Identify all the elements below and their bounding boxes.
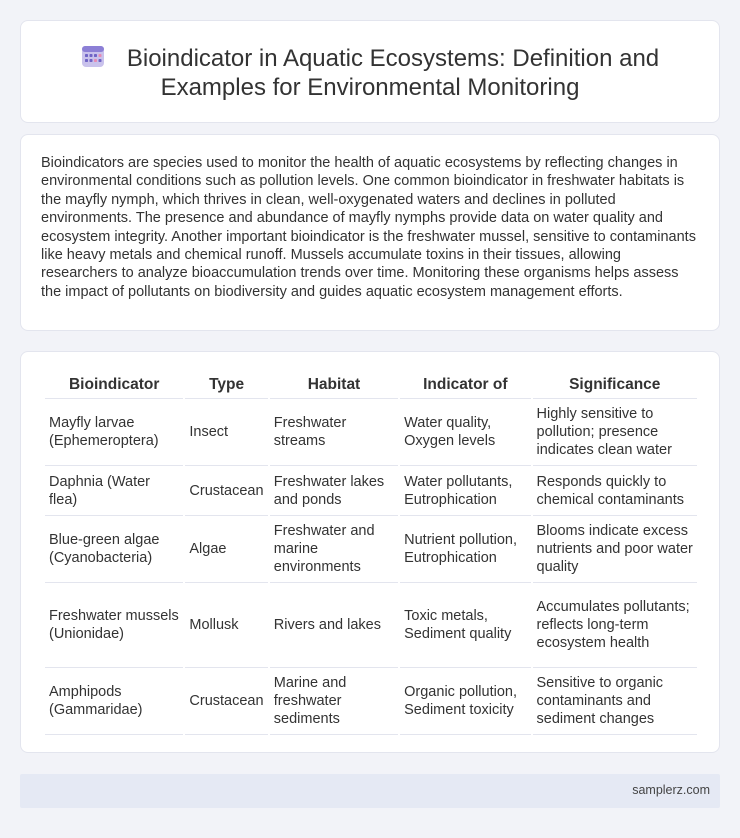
bioindicator-table (43, 372, 699, 735)
intro-card (20, 134, 720, 331)
table-cell: Mayfly larvae (Ephemeroptera) (45, 399, 183, 466)
footer (20, 774, 720, 808)
table-cell: Organic pollution, Sediment toxicity (400, 668, 530, 735)
table-cell: Insect (185, 399, 267, 466)
table-card (20, 351, 720, 753)
table-cell: Freshwater and marine environments (270, 516, 398, 583)
table-cell: Sensitive to organic contaminants and sediment changes (533, 668, 698, 735)
table-cell: Highly sensitive to pollution; presence indicates clean water (533, 399, 698, 466)
table-cell: Freshwater streams (270, 399, 398, 466)
table-cell: Mollusk (185, 583, 267, 668)
table-cell: Freshwater lakes and ponds (270, 466, 398, 516)
intro-paragraph: Bioindicators are species used to monitor the health of aquatic ecosystems by reflecting changes in environmental conditions such as pollution levels. One common bioindicator in freshwater habitats is the mayfly nymph, which thrives in clean, well-oxygenated waters and declines in polluted environments. The presence and abundance of mayfly nymphs provide data on water quality and ecosystem integrity. Another important bioindicator is the freshwater mussel, sensitive to contaminants like heavy metals and chemical runoff. Mussels accumulate toxins in their tissues, allowing researchers to analyze bioaccumulation trends over time. Monitoring these organisms helps assess the impact of pollutants on biodiversity and guides aquatic ecosystem management efforts. (41, 155, 696, 300)
table-cell: Amphipods (Gammaridae) (45, 668, 183, 735)
column-header: Type (185, 372, 267, 399)
table-cell: Blooms indicate excess nutrients and poor water quality (533, 516, 698, 583)
column-header: Indicator of (400, 372, 530, 399)
table-cell: Crustacean (185, 466, 267, 516)
table-cell: Water pollutants, Eutrophication (400, 466, 530, 516)
table-row (45, 466, 697, 516)
table-cell: Nutrient pollution, Eutrophication (400, 516, 530, 583)
column-header: Habitat (270, 372, 398, 399)
table-row (45, 399, 697, 466)
footer-site-link[interactable]: samplerz.com (632, 783, 710, 797)
table-cell: Crustacean (185, 668, 267, 735)
table-cell: Water quality, Oxygen levels (400, 399, 530, 466)
table-cell: Accumulates pollutants; reflects long-term ecosystem health (533, 583, 698, 668)
table-cell: Toxic metals, Sediment quality (400, 583, 530, 668)
table-header-row (45, 372, 697, 399)
column-header: Bioindicator (45, 372, 183, 399)
table-row (45, 668, 697, 735)
table-cell: Responds quickly to chemical contaminants (533, 466, 698, 516)
table-cell: Daphnia (Water flea) (45, 466, 183, 516)
calendar-icon (81, 44, 105, 68)
table-cell: Rivers and lakes (270, 583, 398, 668)
page-title-wrap (21, 44, 719, 102)
table-cell: Marine and freshwater sediments (270, 668, 398, 735)
title-card (20, 20, 720, 123)
page-title: Bioindicator in Aquatic Ecosystems: Definition and Examples for Environmental Monitoring (126, 45, 660, 101)
table-cell: Blue-green algae (Cyanobacteria) (45, 516, 183, 583)
table-row (45, 583, 697, 668)
table-row (45, 516, 697, 583)
table-cell: Algae (185, 516, 267, 583)
table-cell: Freshwater mussels (Unionidae) (45, 583, 183, 668)
column-header: Significance (533, 372, 698, 399)
